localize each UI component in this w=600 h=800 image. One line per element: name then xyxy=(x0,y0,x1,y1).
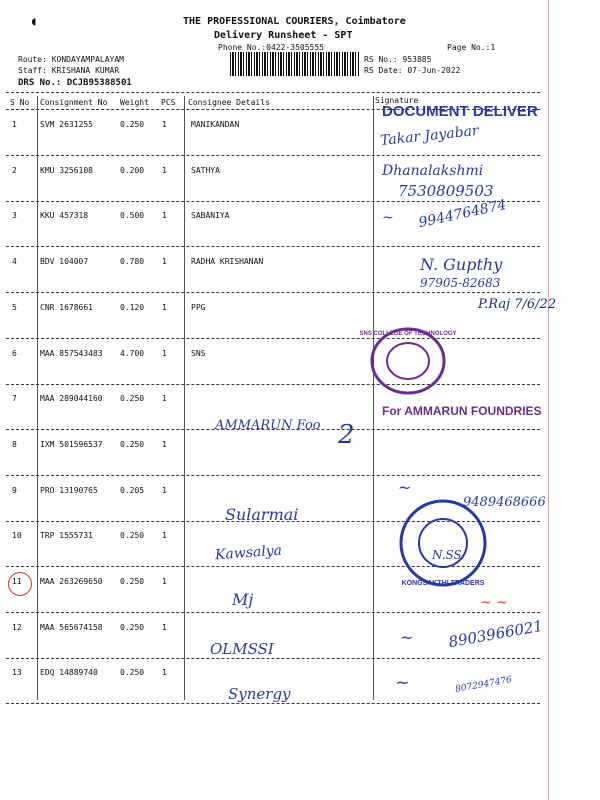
row-consignee: RADHA KRISHANAN xyxy=(191,257,264,266)
row-weight: 0.250 xyxy=(120,440,145,449)
row-divider xyxy=(6,475,540,476)
col-weight: Weight xyxy=(120,98,149,107)
row-weight: 0.250 xyxy=(120,577,145,586)
r8-scribble: 2 xyxy=(338,420,355,450)
document-title: Delivery Runsheet - SPT xyxy=(214,30,353,41)
row-weight: 0.780 xyxy=(120,257,145,266)
margin-line xyxy=(548,0,549,800)
row-divider xyxy=(6,384,540,385)
ammarun-stamp: For AMMARUN FOUNDRIES xyxy=(382,404,542,418)
col-consignee: Consignee Details xyxy=(188,98,270,107)
row-sno: 7 xyxy=(12,394,17,403)
r2-phone: 7530809503 xyxy=(398,182,494,200)
row-sno: 8 xyxy=(12,440,17,449)
r11-red-scribble: ~ ~ xyxy=(480,595,508,611)
r1-signature: Takar Jayabar xyxy=(379,122,480,150)
row-pcs: 1 xyxy=(162,120,167,129)
row-pcs: 1 xyxy=(162,257,167,266)
row-pcs: 1 xyxy=(162,211,167,220)
row-consignee: SNS xyxy=(191,349,206,358)
rs-number: RS No.: 953885 xyxy=(364,55,432,64)
row-sno: 2 xyxy=(12,166,17,175)
r12-consignee: OLMSSI xyxy=(210,640,274,658)
col-divider xyxy=(37,96,38,700)
row-consignment: BDV 104007 xyxy=(40,257,89,266)
col-signature: Signature xyxy=(375,96,419,105)
row-weight: 0.205 xyxy=(120,486,145,495)
r12-signature-scribble: ~ xyxy=(400,628,414,647)
r2-name: Dhanalakshmi xyxy=(382,163,484,179)
college-stamp xyxy=(359,325,457,397)
row-sno: 4 xyxy=(12,257,17,266)
row-divider xyxy=(6,703,540,704)
r13-phone: 8072947476 xyxy=(454,675,513,695)
row-sno: 9 xyxy=(12,486,17,495)
phone-number: Phone No.:0422-3505555 xyxy=(218,43,324,52)
row-weight: 0.250 xyxy=(120,623,145,632)
row-pcs: 1 xyxy=(162,486,167,495)
r13-signature-scribble: ~ xyxy=(395,672,411,693)
r13-consignee: Synergy xyxy=(228,685,291,703)
r9-signature-scribble: ~ xyxy=(398,478,412,497)
route: Route: KONDAYAMPALAYAM xyxy=(18,55,124,64)
r10-signature: N.SS xyxy=(432,548,462,562)
r3-signature-scribble: ~ xyxy=(382,210,394,226)
row-pcs: 1 xyxy=(162,577,167,586)
row-divider xyxy=(6,658,540,659)
row-consignment: SVM 2631255 xyxy=(40,120,93,129)
row-weight: 0.250 xyxy=(120,394,145,403)
r9-phone: 9489468666 xyxy=(463,495,546,510)
r12-phone: 8903966021 xyxy=(447,616,545,652)
row-consignment: CNR 1678661 xyxy=(40,303,93,312)
row-sno: 11 xyxy=(12,577,22,586)
row-divider xyxy=(6,155,540,156)
row-weight: 4.700 xyxy=(120,349,145,358)
drs-number: DRS No.: DCJB95388501 xyxy=(18,78,132,88)
row-consignment: TRP 1555731 xyxy=(40,531,93,540)
college-stamp-text: SNS COLLEGE OF TECHNOLOGY xyxy=(359,331,457,337)
document-delivered-stamp: DOCUMENT DELIVER xyxy=(382,103,538,120)
row-sno: 12 xyxy=(12,623,22,632)
r10-consignee: Kawsalya xyxy=(214,542,283,564)
r11-consignee: Mj xyxy=(232,590,254,609)
r9-consignee: Sularmai xyxy=(225,505,299,524)
row-divider xyxy=(6,246,540,247)
row-consignment: KKU 457318 xyxy=(40,211,89,220)
row-weight: 0.250 xyxy=(120,120,145,129)
row-sno: 3 xyxy=(12,211,17,220)
row-pcs: 1 xyxy=(162,623,167,632)
row-consignee: SABANIYA xyxy=(191,211,230,220)
row-11-red-circle xyxy=(8,572,32,596)
row-consignee: SATHYA xyxy=(191,166,220,175)
row-weight: 0.200 xyxy=(120,166,145,175)
row-sno: 10 xyxy=(12,531,22,540)
page-number: Page No.:1 xyxy=(447,43,496,52)
row-consignment: KMU 3256108 xyxy=(40,166,93,175)
r5-signature: P.Raj 7/6/22 xyxy=(478,297,557,312)
traders-stamp xyxy=(397,497,489,589)
company-name: THE PROFESSIONAL COURIERS, Coimbatore xyxy=(183,16,406,27)
row-sno: 1 xyxy=(12,120,17,129)
row-sno: 5 xyxy=(12,303,17,312)
row-consignment: EDQ 14889740 xyxy=(40,668,98,677)
row-pcs: 1 xyxy=(162,303,167,312)
row-weight: 0.250 xyxy=(120,668,145,677)
col-divider xyxy=(184,96,185,700)
row-consignment: MAA 263269650 xyxy=(40,577,103,586)
row-consignment: MAA 857543483 xyxy=(40,349,103,358)
row-consignment: MAA 565674158 xyxy=(40,623,103,632)
r4-signature: N. Gupthy xyxy=(420,255,503,274)
row-divider xyxy=(6,612,540,613)
row-consignee: PPG xyxy=(191,303,206,312)
row-divider xyxy=(6,338,540,339)
row-weight: 0.250 xyxy=(120,531,145,540)
row-pcs: 1 xyxy=(162,440,167,449)
row-sno: 6 xyxy=(12,349,17,358)
header-mark: ◖ xyxy=(30,14,38,28)
col-divider xyxy=(373,96,374,700)
r3-phone: 9944764874 xyxy=(417,196,508,232)
col-sno: S No xyxy=(10,98,30,107)
row-consignment: PRO 13190765 xyxy=(40,486,98,495)
row-pcs: 1 xyxy=(162,531,167,540)
row-divider xyxy=(6,201,540,202)
row-pcs: 1 xyxy=(162,394,167,403)
r7-consignee: AMMARUN Foo xyxy=(215,418,321,433)
staff: Staff: KRISHANA KUMAR xyxy=(18,66,120,75)
barcode xyxy=(230,52,360,76)
row-pcs: 1 xyxy=(162,668,167,677)
table-top-rule xyxy=(6,92,540,93)
col-pcs: PCS xyxy=(161,98,176,107)
row-consignee: MANIKANDAN xyxy=(191,120,240,129)
traders-stamp-text: KONGSAKTHI TRADERS xyxy=(401,580,485,587)
r4-phone: 97905-82683 xyxy=(420,276,501,290)
row-pcs: 1 xyxy=(162,166,167,175)
row-divider xyxy=(6,292,540,293)
row-consignment: MAA 289044160 xyxy=(40,394,103,403)
col-consignment: Consignment No xyxy=(40,98,108,107)
row-consignment: IXM 501596537 xyxy=(40,440,103,449)
rs-date: RS Date: 07-Jun-2022 xyxy=(364,66,461,75)
row-sno: 13 xyxy=(12,668,22,677)
row-pcs: 1 xyxy=(162,349,167,358)
row-weight: 0.120 xyxy=(120,303,145,312)
row-weight: 0.500 xyxy=(120,211,145,220)
